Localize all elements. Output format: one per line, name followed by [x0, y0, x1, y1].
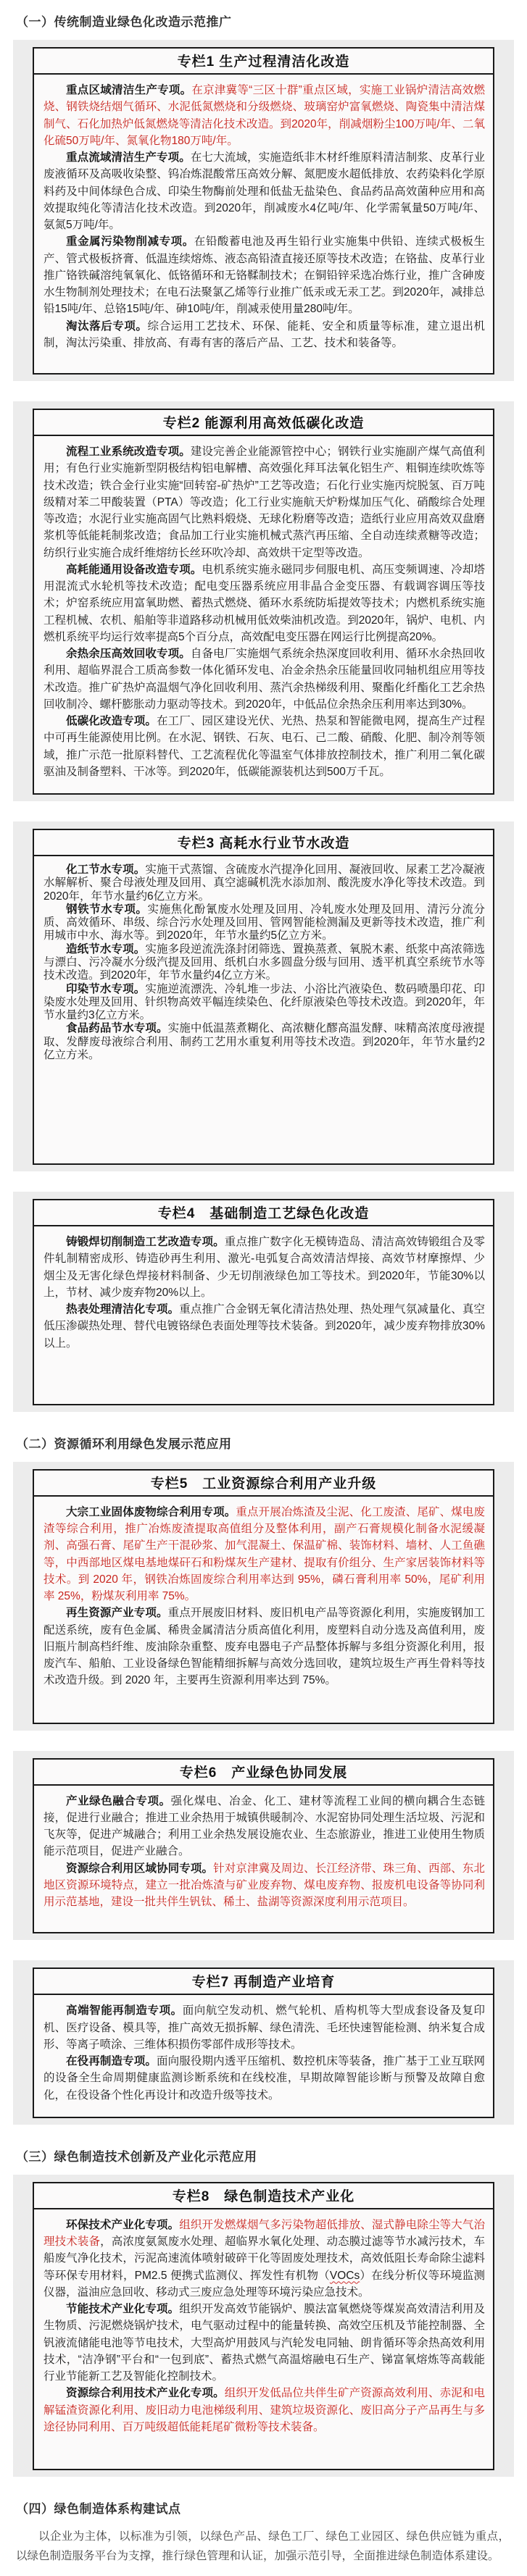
paragraph: [43, 1022, 485, 1062]
project-label: 化工节水专项。: [66, 863, 146, 876]
project-label: 再生资源产业专项。: [66, 1607, 168, 1620]
project-label: 环保技术产业化专项。: [66, 2218, 180, 2231]
project-label: 热表处理清洁化专项。: [66, 1303, 180, 1316]
paragraph: [43, 713, 485, 780]
special-column-8: [33, 2182, 494, 2470]
special-column-4: [33, 1199, 494, 1405]
column-band-6: [13, 1751, 514, 1941]
project-label: 在役再制造专项。: [66, 2055, 157, 2068]
project-label: 钢铁节水专项。: [66, 903, 148, 916]
column-5-title: 专栏5 工业资源综合利用产业升级: [34, 1471, 493, 1497]
column-4-body: [34, 1226, 493, 1404]
section-heading-1: （一）传统制造业绿色化改造示范推广: [16, 15, 232, 29]
paragraph-text: 组织开发燃煤烟气多污染物超低排放、湿式静电除尘等大气治理技术装备: [43, 2218, 485, 2249]
paragraph: [43, 1301, 485, 1352]
paragraph-text: 实施焦化酚氰废水处理及回用、冷轧废水处理及回用、清污分流分质、高效循环、串级、综合污水处理及回用、管网智能检测漏及更新等技术改造，推广利用城市中水、海水等。到2020年，年节水量约5亿立方米。: [43, 903, 485, 942]
paragraph-text: 建设完善企业能源管控中心；钢铁行业实施副产煤气高值利用；有色行业实施新型阴极结构铝电解槽、高效强化拜耳法氧化铝生产、粗铜连续吹炼等技术改造；铁合金行业实施“回转窑-矿热炉”工艺等改造；石化行业实施丙烷脱氢、百万吨级精对苯二甲酸装置（PTA）等改造；化工行业实施航天炉粉煤加压气化、硝酸综合处理等改造；水泥行业实施高固气比熟料煅烧、无球化粉磨等改造；造纸行业应用高效双盘磨浆机等低能耗制浆改造；食品加工行业实施机械式蒸汽再压缩、全自动连续煮糖等改造；纺织行业实施合成纤维熔纺长丝环吹冷却、高效烘干定型等改造。: [43, 446, 485, 559]
paragraph: [43, 903, 485, 943]
closing-paragraph: 以企业为主体，以标准为引领，以绿色产品、绿色工厂、绿色工业园区、绿色供应链为重点，以绿色制造服务平台为支撑，推行绿色管理和认证，加强示范引导，全面推进绿色制造体系建设。: [16, 2530, 510, 2563]
paragraph-text: 实施逆流漂洗、冷轧堆一步法、小浴比汽液染色、数码喷墨印花、印染废水处理及回用、针织物高效平幅连续染色、化纤原液染色等技术改造。到2020年，年节水量约3亿立方米。: [43, 982, 485, 1022]
paragraph-text: 组织开发高效节能锅炉、膜法富氧燃烧等煤炭高效清洁利用及生物质、污泥燃烧锅炉技术，电气驱动过程中的能量转换、高效空压机及节能控制器、全钒液流储能电池等节电技术，大型高炉用鼓风与汽轮发电同轴、朗肯循环等余热高效利用技术，“洁净钢”平台和“一包到底”、蓄热式燃气高温熔融电石生产、锑富氧熔炼等高载能行业节能新工艺及智能化控制技术。: [43, 2303, 485, 2383]
paragraph: [43, 645, 485, 713]
paragraph-text: 重点推广数字化无模铸造岛、清洁高效铸锻组合及零件轧制精密成形、铸造砂再生利用、激光-电弧复合高效清洁焊接、高效节材摩擦焊、少烟尘及无害化绿色焊接材料制备、少无切削液绿色加工等技术。到2020年，节能30%以上，节材、减少废弃物20%以上。: [43, 1236, 485, 1299]
column-band-5: [13, 1462, 514, 1731]
vocs-spellcheck-text: VOCs: [329, 2269, 360, 2282]
paragraph-text: 在工厂、园区建设光伏、光热、热泵和智能微电网，提高生产过程中可再生能源使用比例。在水泥、钢铁、石灰、电石、己二酸、硝酸、化肥、制冷剂等领域，推广示范一批原料替代、工艺流程优化等温室气体排放控制技术，推广利用二氧化碳驱油及制备塑料、干冰等。到2020年，低碳能源装机达到500万千瓦。: [43, 715, 485, 778]
section-heading-4: （四）绿色制造体系构建试点: [16, 2502, 181, 2517]
paragraph-text: 面向服役期内透平压缩机、数控机床等装备，推广基于工业互联网的设备全生命周期健康监测诊断系统和在线校准，早期故障智能诊断与预警及故障自愈化，在役设备个性化再设计和改造升级等技术。: [43, 2055, 485, 2102]
column-1-title: 专栏1 生产过程清洁化改造: [34, 49, 493, 75]
special-column-6: [33, 1758, 494, 1934]
column-6-title: 专栏6 产业绿色协同发展: [34, 1760, 493, 1786]
paragraph-text: 组织开发低品位共伴生矿产资源高效利用、赤泥和电解锰渣资源化利用、废旧动力电池梯级利用、建筑垃圾资源化、废旧高分子产品再生与多途径协同利用、百万吨级超低能耗尾矿微粉等技术装备。: [43, 2387, 485, 2433]
project-label: 节能技术产业化专项。: [66, 2303, 180, 2316]
paragraph-text: 实施中低温蒸煮糊化、高浓糖化醪高温发酵、味精高浓度母液提取、发酵废母液综合利用、制药工艺用水重复利用等技术改造。到2020年，年节水量约2亿立方米。: [43, 1022, 485, 1061]
special-column-1: [33, 47, 494, 375]
column-6-body: [34, 1786, 493, 1933]
special-column-5: [33, 1469, 494, 1724]
paragraph: [43, 2301, 485, 2385]
column-3-body: [34, 856, 493, 1163]
project-label: 余热余压高效回收专项。: [66, 648, 191, 660]
paragraph-text: 针对京津冀及周边、长江经济带、珠三角、西部、东北地区资源环境特点，建立一批冶炼渣与矿业废弃物、煤电废弃物、报废机电设备等协同利用示范基地，建设一批共伴生钒钛、稀土、盐湖等资源深度利用示范项目。: [43, 1862, 485, 1909]
special-column-3: [33, 829, 494, 1165]
paragraph: [43, 1605, 485, 1689]
paragraph-text: 强化煤电、冶金、化工、建材等流程工业间的横向耦合生态链接，促进行业融合；推进工业余热用于城镇供暖制冷、水泥窑协同处理生活垃圾、污泥和飞灰等，促进产城融合；利用工业余热发展设施农业、生态旅游业，推进工业使用生物质能示范项目，促进产业融合。: [43, 1794, 485, 1858]
project-label: 产业绿色融合专项。: [66, 1794, 171, 1807]
paragraph-text: 重点推广合金钢无氧化清洁热处理、热处理气氛减量化、真空低压渗碳热处理、替代电镀铬绿色表面处理等技术装备。到2020年，减少废弃物排放30%以上。: [43, 1303, 485, 1350]
paragraph-text: 在七大流域，实施造纸非木材纤维原料清洁制浆、皮革行业废液循环及高吸收染整、钨冶炼混酸常压高效分解、氮肥废水超低排放、农药染料化学原料药及中间体绿色合成、印染生物酶前处理和低盐无盐染色、食品药品高效菌种应用和高效提取纯化等清洁化技术改造。到2020年，削减废水4亿吨/年、化学需氧量50万吨/年、氨氮5万吨/年。: [43, 151, 485, 231]
paragraph: [43, 561, 485, 645]
paragraph: [43, 1234, 485, 1301]
column-4-title: 专栏4 基础制造工艺绿色化改造: [34, 1200, 493, 1226]
paragraph-text: 在铅酸蓄电池及再生铅行业实施集中供铅、连续式极板生产、管式极板挤膏、低温连续熔炼、液态高铅渣直接还原等技术改造；在铬盐、皮革行业推广铬铁碱溶纯氧氧化、低铬循环和无铬鞣制技术；在铜铅锌采选冶炼行业，推广含砷废水生物制剂处理技术；在电石法聚氯乙烯等行业推广低汞或无汞工艺。到2020年，减排总铅15吨/年、总铬15吨/年、砷10吨/年，削减汞使用量280吨/年。: [43, 235, 485, 316]
paragraph-text: 电机系统实施永磁同步伺服电机、高压变频调速、冷却塔用混流式水轮机等技术改造；配电变压器系统应用非晶合金变压器、有载调容调压等技术；炉窑系统应用富氧助燃、蓄热式燃烧、循环水系统防垢提效等技术；内燃机系统实施工程机械、农机、船舶等非道路移动机械用低效柴油机改造。到2020年，锅炉、电机、内燃机系统平均运行效率提高5个百分点，高效配电变压器在网运行比例提高20%。: [43, 563, 485, 643]
paragraph-text: 在京津冀等“三区十群”重点区域，实施工业锅炉清洁高效燃烧、钢铁烧结烟气循环、水泥低氮燃烧和分级燃烧、玻璃窑炉富氧燃烧、陶瓷集中清洁煤制气、石化加热炉低氮燃烧等清洁化技术改造。到2020年，削减烟粉尘100万吨/年、二氧化硫50万吨/年、氮氧化物180万吨/年。: [43, 84, 485, 147]
paragraph: [43, 1504, 485, 1605]
column-8-body: [34, 2209, 493, 2469]
project-label: 重点区域清洁生产专项。: [66, 84, 192, 96]
project-label: 大宗工业固体废物综合利用专项。: [66, 1505, 236, 1518]
project-label: 印染节水专项。: [66, 982, 146, 995]
paragraph: [43, 983, 485, 1023]
paragraph-text: 面向航空发动机、燃气轮机、盾构机等大型成套设备及复印机、医疗设备、模具等，推广高效无损拆解、绿色清洗、毛坯快速智能检测、纳米复合成形、等离子喷涂、三维体积损伤零部件成形等技术。: [43, 2004, 485, 2051]
special-column-7: [33, 1967, 494, 2118]
paragraph-text: 自备电厂实施烟气系统余热深度回收利用、循环水余热回收利用、超临界混合工质高参数一体化循环发电、冶金余热余压能量回收同轴机组应用等技术改造。推广矿热炉高温烟气净化回收利用、蒸汽余热梯级利用、聚酯化纤酯化工艺余热回收制冷、螺杆膨胀动力驱动等技术。到2020年，中低品位余热余压利用率达到30%。: [43, 648, 485, 711]
project-label: 高端智能再制造专项。: [66, 2004, 183, 2017]
column-7-body: [34, 1995, 493, 2117]
paragraph-text: 综合运用工艺技术、环保、能耗、安全和质量等标准，建立退出机制，淘汰污染重、排放高、有毒有害的落后产品、工艺、技术和装备等。: [43, 319, 485, 349]
paragraph-text: ，高浓度氨氮废水处理、超临界水氧化处理、动态膜过滤等节水减污技术，车船废气净化技术，污泥高速流体喷射破碎干化等固废处理技术，高效低阻长寿命除尘滤料等环保专用材料，PM2.5 便携式监测仪、挥发性有机物（: [43, 2236, 485, 2282]
paragraph: [43, 82, 485, 149]
column-2-title: 专栏2 能源利用高效低碳化改造: [34, 410, 493, 436]
project-label: 低碳化改造专项。: [66, 715, 157, 727]
column-8-title: 专栏8 绿色制造技术产业化: [34, 2183, 493, 2209]
paragraph-text: 重点开展废旧材料、废旧机电产品等资源化利用，实施废钢加工配送系统，废有色金属、稀贵金属清洁分质高值化利用，废塑料自动分选及高值利用，废旧瓶片制高档纤维、废油除杂重整、废弃电器电子产品整体拆解与多组分资源化利用，报废汽车、船舶、工业设备绿色智能精细拆解与高效分选回收，建筑垃圾生产再生骨料等技术改造升级。到 2020 年，主要再生资源利用率达到 75%。: [43, 1607, 485, 1687]
paragraph: [43, 1860, 485, 1911]
paragraph: [43, 1793, 485, 1860]
paragraph: [43, 943, 485, 983]
column-band-3: [13, 821, 514, 1171]
project-label: 造纸节水专项。: [66, 942, 146, 955]
project-label: 资源综合利用区域协同专项。: [66, 1862, 214, 1875]
column-5-body: [34, 1497, 493, 1723]
project-label: 重金属污染物削减专项。: [66, 235, 194, 248]
special-column-2: [33, 409, 494, 795]
project-label: 资源综合利用技术产业化专项。: [66, 2387, 225, 2400]
paragraph: [43, 863, 485, 903]
paragraph-text: 实施多段逆流洗涤封闭筛选、置换蒸煮、氧脱木素、纸浆中高浓筛选与漂白、污冷凝水分级汽提及回用、纸机白水多圆盘分级与回用、透平机真空系统节水等技术改造。到2020年，年节水量约4亿立方米。: [43, 942, 485, 982]
column-band-4: [13, 1192, 514, 1412]
paragraph: [43, 149, 485, 233]
paragraph-text: ）在线分析仪等环境监测仪器，溢油应急回收、移动式三废应急处理等环境污染应急技术。: [43, 2269, 485, 2299]
paragraph: [43, 443, 485, 561]
column-band-7: [13, 1960, 514, 2125]
section-heading-3: （三）绿色制造技术创新及产业化示范应用: [16, 2149, 257, 2164]
paragraph: [43, 233, 485, 317]
column-band-8: [13, 2175, 514, 2477]
column-7-title: 专栏7 再制造产业培育: [34, 1969, 493, 1995]
column-2-body: [34, 436, 493, 793]
project-label: 淘汰落后专项。: [66, 319, 148, 333]
paragraph-text: 实施干式蒸馏、含硫废水汽提净化回用、凝液回收、尿素工艺冷凝液水解解析、聚合母液处理及回用、真空滤碱机洗水添加剂、酸洗废水净化等技术改造。到2020年，年节水量约6亿立方米。: [43, 863, 485, 903]
column-band-2: [13, 401, 514, 801]
project-label: 流程工业系统改造专项。: [66, 446, 191, 458]
paragraph: [43, 2053, 485, 2104]
paragraph-text: 重点开展冶炼渣及尘泥、化工废渣、尾矿、煤电废渣等综合利用，推广冶炼废渣提取高值组分及整体利用，副产石膏规模化制备水泥缓凝剂、高强石膏、尾矿生产干混砂浆、加气混凝土、保温矿棉、装饰材料、墙材、人工鱼礁等，中西部地区煤电基地煤矸石和粉煤灰生产建材、提取有价组分、生产家居装饰材料等技术。到 2020 年，钢铁冶炼固废综合利用率达到 95%，磷石膏利用率 50%，尾矿利用率 25%，粉煤灰利用率 75%。: [43, 1505, 485, 1603]
project-label: 食品药品节水专项。: [66, 1022, 168, 1035]
paragraph: [43, 318, 485, 352]
section-heading-2: （二）资源循环利用绿色发展示范应用: [16, 1437, 232, 1451]
paragraph: [43, 2002, 485, 2053]
column-3-title: 专栏3 高耗水行业节水改造: [34, 830, 493, 856]
paragraph: [43, 2217, 485, 2301]
project-label: 高耗能通用设备改造专项。: [66, 563, 202, 576]
paragraph: [43, 2385, 485, 2435]
column-1-body: [34, 75, 493, 373]
project-label: 重点流域清洁生产专项。: [66, 151, 191, 164]
column-band-1: [13, 40, 514, 381]
project-label: 铸锻焊切削制造工艺改造专项。: [66, 1236, 225, 1249]
